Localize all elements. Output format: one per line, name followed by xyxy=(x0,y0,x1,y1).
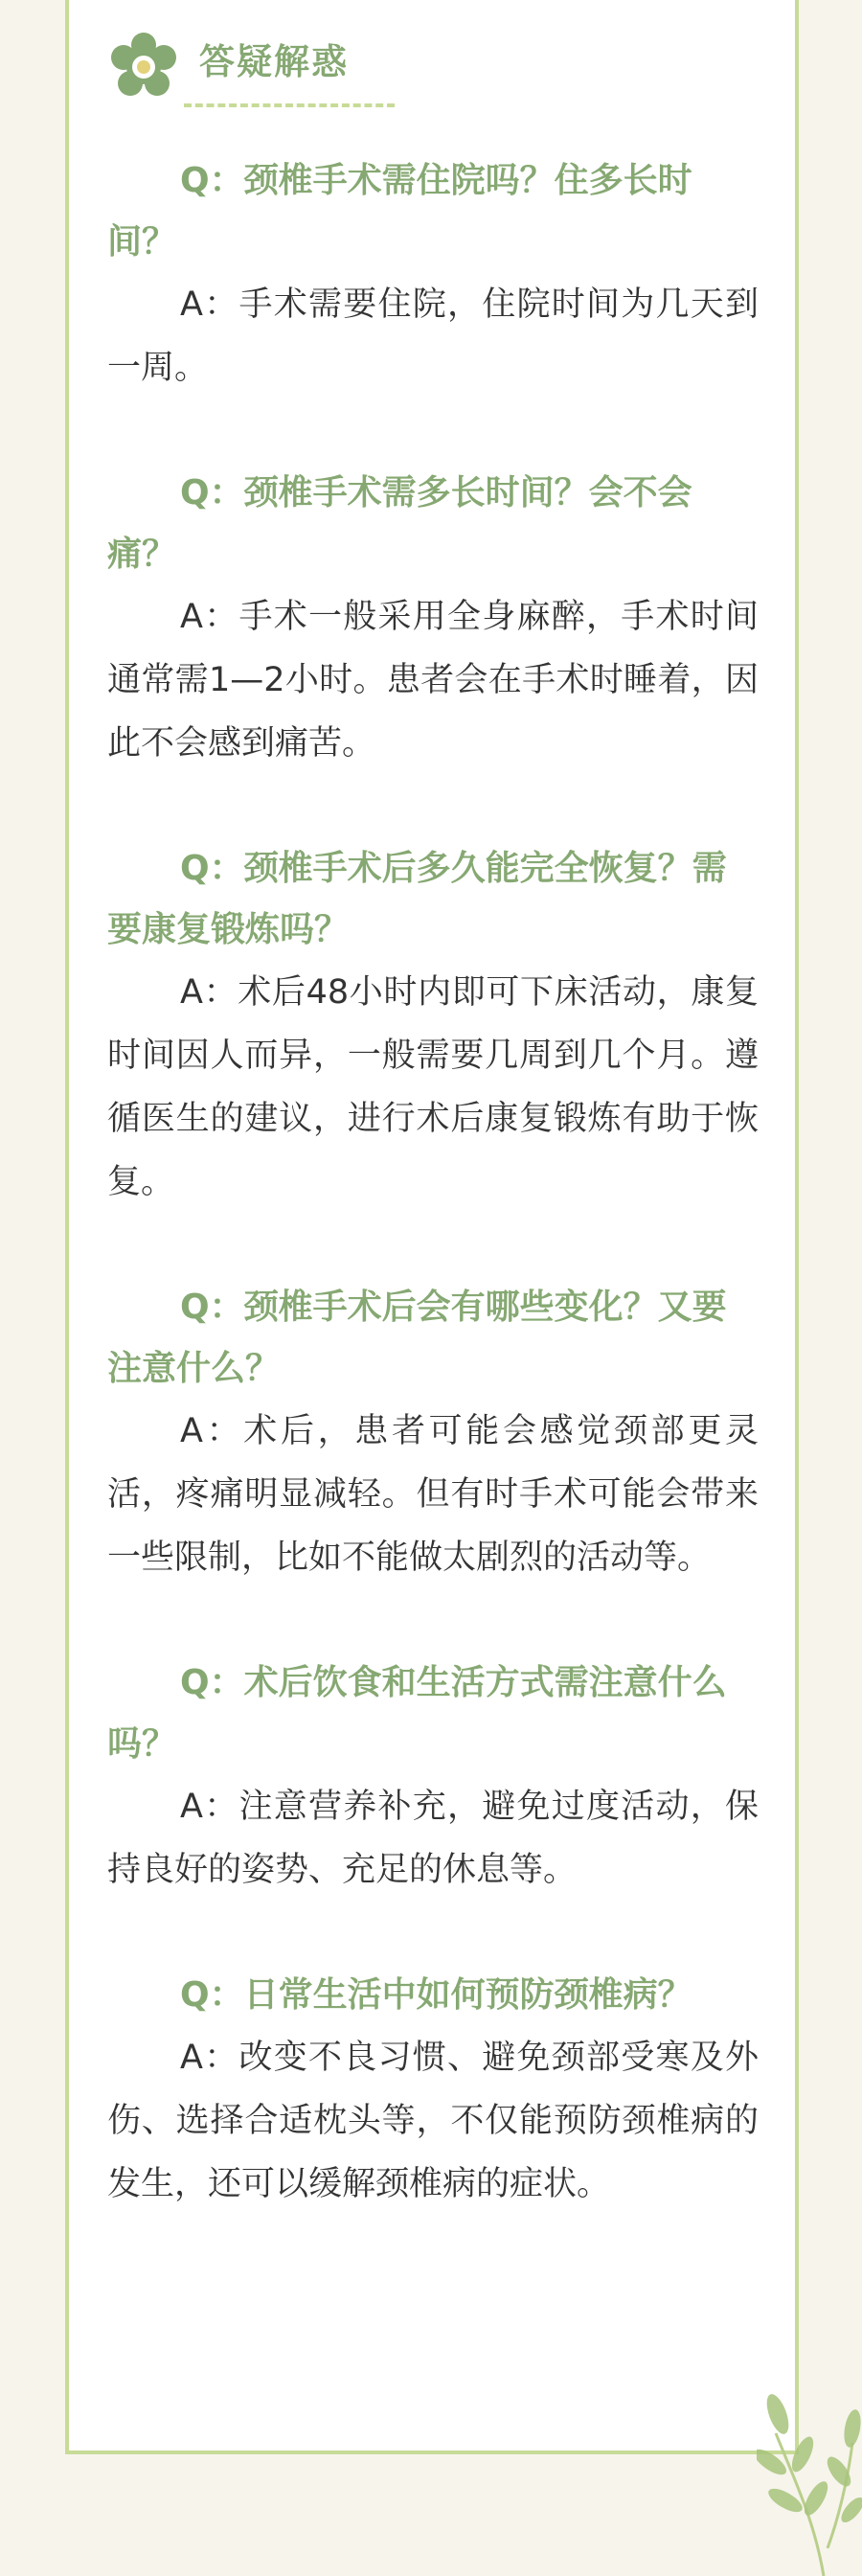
title-underline xyxy=(184,103,395,107)
qa-item xyxy=(107,463,759,775)
qa-item xyxy=(107,838,759,1214)
question-text: Q：日常生活中如何预防颈椎病？ xyxy=(180,1975,692,2015)
question-text: Q：颈椎手术需多长时间？会不会痛？ xyxy=(107,473,692,574)
answer-text: A：注意营养补充，避免过度活动，保持良好的姿势、充足的休息等。 xyxy=(107,1788,759,1889)
qa-list xyxy=(107,150,759,2279)
answer-text: A：手术需要住院，住院时间为几天到一周。 xyxy=(107,285,759,387)
question-text: Q：术后饮食和生活方式需注意什么吗？ xyxy=(107,1663,727,1764)
qa-item xyxy=(107,150,759,399)
question-text: Q：颈椎手术后会有哪些变化？又要注意什么？ xyxy=(107,1288,727,1388)
question-text: Q：颈椎手术需住院吗？住多长时间？ xyxy=(107,161,692,262)
answer-text: A：改变不良习惯、避免颈部受寒及外伤、选择合适枕头等，不仅能预防颈椎病的发生，还可以缓解颈椎病的症状。 xyxy=(107,2039,759,2203)
answer-text: A：手术一般采用全身麻醉，手术时间通常需1—2小时。患者会在手术时睡着，因此不会感到痛苦。 xyxy=(107,598,759,763)
section-header xyxy=(107,31,414,107)
qa-item xyxy=(107,1653,759,1902)
qa-item xyxy=(107,1965,759,2216)
qa-item xyxy=(107,1277,759,1589)
answer-text: A：术后48小时内即可下床活动，康复时间因人而异，一般需要几周到几个月。遵循医生的建议，进行术后康复锻炼有助于恢复。 xyxy=(107,973,759,1201)
section-title: 答疑解惑 xyxy=(199,41,349,82)
question-text: Q：颈椎手术后多久能完全恢复？需要康复锻炼吗？ xyxy=(107,849,727,949)
answer-text: A：术后，患者可能会感觉颈部更灵活，疼痛明显减轻。但有时手术可能会带来一些限制，比如不能做太剧烈的活动等。 xyxy=(107,1412,759,1577)
leaves-icon xyxy=(757,2376,862,2576)
flower-icon xyxy=(107,31,180,103)
